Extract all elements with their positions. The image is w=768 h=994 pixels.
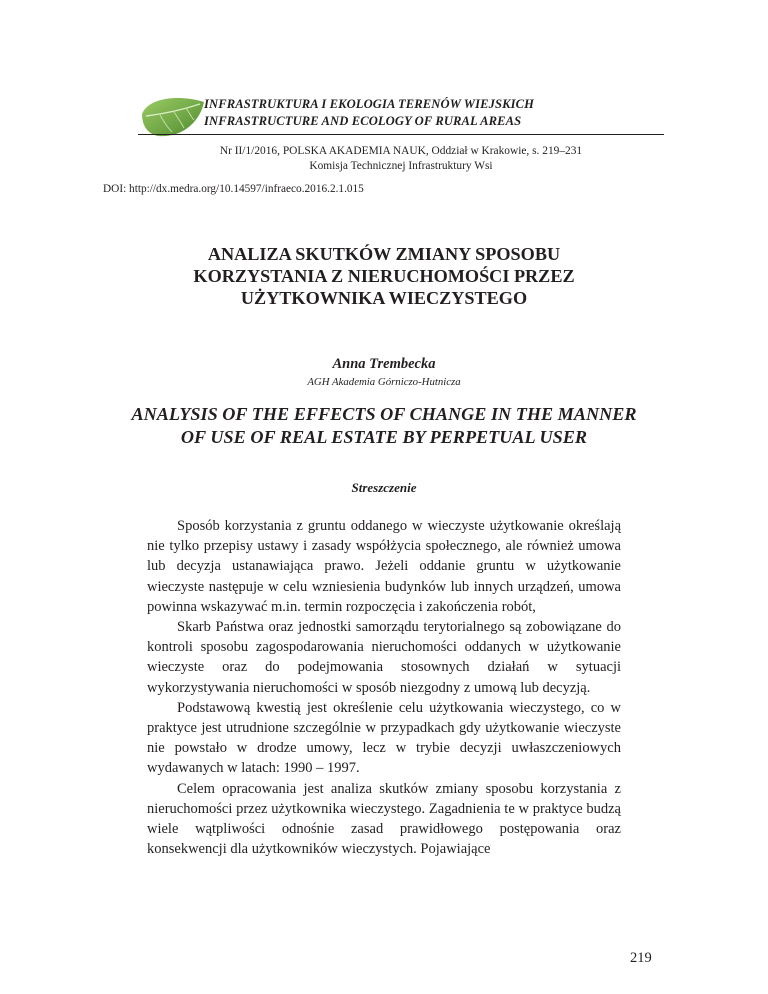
commission-name: Komisja Technicznej Infrastruktury Wsi: [309, 160, 493, 172]
abstract-heading: Streszczenie: [351, 480, 417, 495]
journal-title-english: INFRASTRUCTURE AND ECOLOGY OF RURAL AREAS: [204, 114, 522, 128]
journal-title-polish: INFRASTRUKTURA I EKOLOGIA TERENÓW WIEJSKICH: [204, 97, 534, 111]
title-en-line: ANALYSIS OF THE EFFECTS OF CHANGE IN THE MANNER: [131, 404, 637, 424]
article-title-english: [80, 403, 688, 448]
abstract-paragraph: Podstawową kwestią jest określenie celu użytkowania wieczystego, co w praktyce jest utrudnione szczególnie w przypadkach gdy użytkowanie wieczyste nie powstało w drodze umowy, lecz w trybie decyzji uwłaszczeniowych wydawanych w latach: 1990 – 1997.: [147, 699, 621, 777]
article-title-polish: [100, 244, 668, 309]
title-en-line: OF USE OF REAL ESTATE BY PERPETUAL USER: [180, 426, 588, 447]
title-pl-line: ANALIZA SKUTKÓW ZMIANY SPOSOBU: [207, 244, 561, 264]
title-pl-line: UŻYTKOWNIKA WIECZYSTEGO: [240, 287, 528, 308]
abstract-paragraph: Sposób korzystania z gruntu oddanego w wieczyste użytkowanie określają nie tylko przepisy ustawy i zasady współżycia społecznego, ale również umowa lub decyzja ustanawiająca prawo. Jeżeli oddanie gruntu w użytkowanie wieczyste następuje w celu wzniesienia budynków lub innych urządzeń, umowa powinna wskazywać m.in. termin rozpoczęcia i zakończenia robót,: [147, 518, 621, 615]
abstract-paragraph: Skarb Państwa oraz jednostki samorządu terytorialnego są zobowiązane do kontroli sposobu zagospodarowania nieruchomości oddanych w użytkowanie wieczyste oraz do podejmowania stosownych działań w sytuacji wykorzystywania nieruchomości w sposób niezgodny z umową lub decyzją.: [147, 619, 621, 696]
abstract-body: [147, 516, 621, 859]
doi-link[interactable]: DOI: http://dx.medra.org/10.14597/infraeco.2016.2.1.015: [103, 183, 364, 195]
page-number: 219: [630, 950, 652, 966]
abstract-paragraph: Celem opracowania jest analiza skutków zmiany sposobu korzystania z nieruchomości przez użytkownika wieczystego. Zagadnienia te w praktyce budzą wiele wątpliwości odnośnie zasad prawidłowego postępowania oraz konsekwencji dla użytkowników wieczystych. Pojawiające: [147, 780, 621, 858]
header-divider: [138, 134, 664, 135]
title-pl-line: KORZYSTANIA Z NIERUCHOMOŚCI PRZEZ: [193, 265, 575, 286]
author-name: Anna Trembecka: [332, 356, 436, 372]
issue-info: Nr II/1/2016, POLSKA AKADEMIA NAUK, Oddział w Krakowie, s. 219–231: [219, 145, 583, 157]
author-affiliation: AGH Akademia Górniczo-Hutnicza: [307, 376, 461, 388]
